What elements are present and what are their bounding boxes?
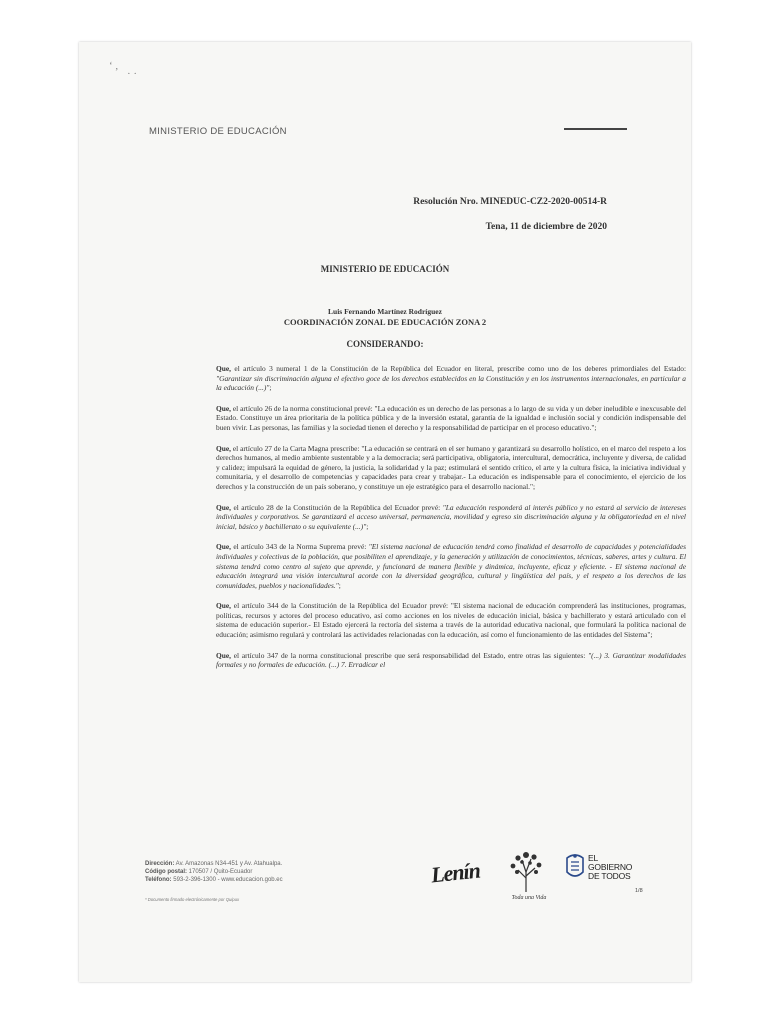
resolution-number: Resolución Nro. MINEDUC-CZ2-2020-00514-R (413, 197, 607, 207)
paragraph-lead: Que, (216, 364, 231, 373)
paragraph-lead: Que, (216, 601, 231, 611)
paragraph-text: el artículo 27 de la Carta Magna prescribe: "La educación se centrará en el ser humano y garantizará su desarrollo holístico, en el marco del respeto a los derechos humanos, al medio ambiente sustentable y a la democracia; será participativa, obligatoria, intercultural, democrática, incluyente y diversa, de calidad y calidez; impulsará la equidad de género, la justicia, la solidaridad y la paz; estimulará el sentido crítico, el arte y la cultura física, la iniciativa individual y comunitaria, y el desarrollo de competencias y capacidades para crear y trabajar.- La educación es indispensable para el conocimiento, el ejercicio de los derechos y la construcción de un país soberano, y constituye un eje estratégico para el desarrollo nacional."; (216, 443, 686, 491)
paragraph-tail: ; (366, 521, 369, 531)
ministry-title: MINISTERIO DE EDUCACIÓN (320, 264, 450, 274)
scan-speck: ‘ , (109, 60, 119, 72)
paragraph-text: el artículo 343 de la Norma Suprema prevé: (231, 542, 369, 552)
considerando-heading: CONSIDERANDO: (346, 339, 424, 349)
paragraph-text: el artículo 347 de la norma constitucional prescribe que será responsabilidad del Estado, entre otras las siguientes: (231, 650, 589, 660)
electronic-signature-note: * Documento firmado electrónicamente por Quipux (145, 897, 240, 902)
document-body (216, 364, 686, 681)
paragraph-tail: ; (269, 383, 272, 393)
scan-speck: · · (127, 68, 138, 80)
postal-label: Código postal: (145, 869, 187, 876)
paragraph-art-343 (216, 542, 686, 590)
zone-title: COORDINACIÓN ZONAL DE EDUCACIÓN ZONA 2 (283, 317, 487, 327)
lenin-signature-logo: Lenín (429, 857, 481, 888)
page-number: 1/8 (635, 888, 643, 894)
paragraph-lead: Que, (216, 403, 231, 413)
paragraph-quote: "Garantizar sin discriminación alguna el efectivo goce de los derechos establecidos en la Constitución y en los instrumentos internacionales, en particular a la educación (...)" (216, 373, 686, 393)
government-emblem-icon (563, 852, 587, 882)
paragraph-art-28 (216, 503, 686, 532)
paragraph-art-347 (216, 651, 686, 670)
address-value: Av. Amazonas N34-451 y Av. Atahualpa. (174, 861, 283, 867)
resolution-date: Tena, 11 de diciembre de 2020 (485, 222, 607, 232)
postal-value: 170507 / Quito-Ecuador (187, 869, 253, 876)
phone-line (145, 876, 283, 884)
paragraph-quote: "(...) 3. Garantizar modalidades formales y no formales de educación. (...) 7. Erradicar el (216, 650, 687, 670)
paragraph-text: el artículo 344 de la Constitución de la República del Ecuador prevé: "El sistema nacional de educación comprenderá las instituciones, programas, políticas, recursos y actores del proceso educativo, así como acciones en los niveles de educación inicial, básica y bachillerato y estará articulado con el sistema de educación superior.- El Estado ejercerá la rectoría del sistema a través de la autoridad educativa nacional, que formulará la política nacional de educación; asimismo regulará y controlará las actividades relacionadas con la educación, así como el funcionamiento de las entidades del Sistema"; (216, 601, 686, 640)
address-label: Dirección: (145, 861, 175, 867)
phone-label: Teléfono: (145, 877, 172, 884)
paragraph-lead: Que, (216, 443, 231, 453)
paragraph-text: el artículo 3 numeral 1 de la Constitución de la República del Ecuador en literal, prescribe como uno de los deberes primordiales del Estado: (231, 364, 686, 373)
paragraph-lead: Que, (216, 650, 231, 660)
paragraph-tail: ; (338, 580, 341, 590)
header-rule (564, 128, 627, 130)
tree-caption: Toda una Vida (511, 895, 547, 901)
paragraph-lead: Que, (216, 502, 231, 512)
paragraph-quote: "El sistema nacional de educación tendrá como finalidad el desarrollo de capacidades y potencialidades individuales y colectivas de la población, que posibiliten el aprendizaje, y la generación y utilización de conocimientos, técnicas, saberes, artes y cultura. El sistema tendrá como centro al sujeto que aprende, y funcionará de manera flexible y dinámica, incluyente, eficaz y eficiente. - El sistema nacional de educación integrará una visión intercultural acorde con la diversidad geográfica, cultural y lingüística del país, y el respeto a los derechos de las comunidades, pueblos y nacionalidades." (216, 542, 686, 590)
paragraph-text: el artículo 28 de la Constitución de la República del Ecuador prevé: (231, 502, 443, 512)
paragraph-art-3 (216, 364, 686, 393)
paragraph-quote: "La educación responderá al interés público y no estará al servicio de intereses individuales y corporativos. Se garantizará el acceso universal, permanencia, movilidad y egreso sin discriminación alguna y la obligatoriedad en el nivel inicial, básico y bachillerato o su equivalente (...)" (216, 502, 686, 531)
document-page (79, 42, 691, 982)
address-line (145, 860, 283, 868)
government-logo-text: EL GOBIERNO DE TODOS (588, 853, 633, 881)
paragraph-lead: Que, (216, 542, 231, 552)
paragraph-text: el artículo 26 de la norma constitucional prevé: "La educación es un derecho de las personas a lo largo de su vida y un deber ineludible e inexcusable del Estado. Constituye un área prioritaria de la política pública y de la inversión estatal, garantía de la igualdad e inclusión social y condición indispensable del buen vivir. Las personas, las familias y la sociedad tienen el derecho y la responsabilidad de participar en el proceso educativo."; (216, 403, 686, 432)
paragraph-art-27 (216, 444, 686, 492)
signatory-name: Luis Fernando Martínez Rodríguez (328, 307, 442, 316)
paragraph-art-26 (216, 404, 686, 433)
footer-address (145, 860, 283, 885)
phone-value: 593-2-396-1300 - www.educacion.gob.ec (171, 877, 283, 884)
paragraph-art-344 (216, 601, 686, 639)
postal-line (145, 868, 283, 876)
ministry-header: MINISTERIO DE EDUCACIÓN (149, 126, 287, 137)
tree-of-life-icon (504, 848, 548, 894)
